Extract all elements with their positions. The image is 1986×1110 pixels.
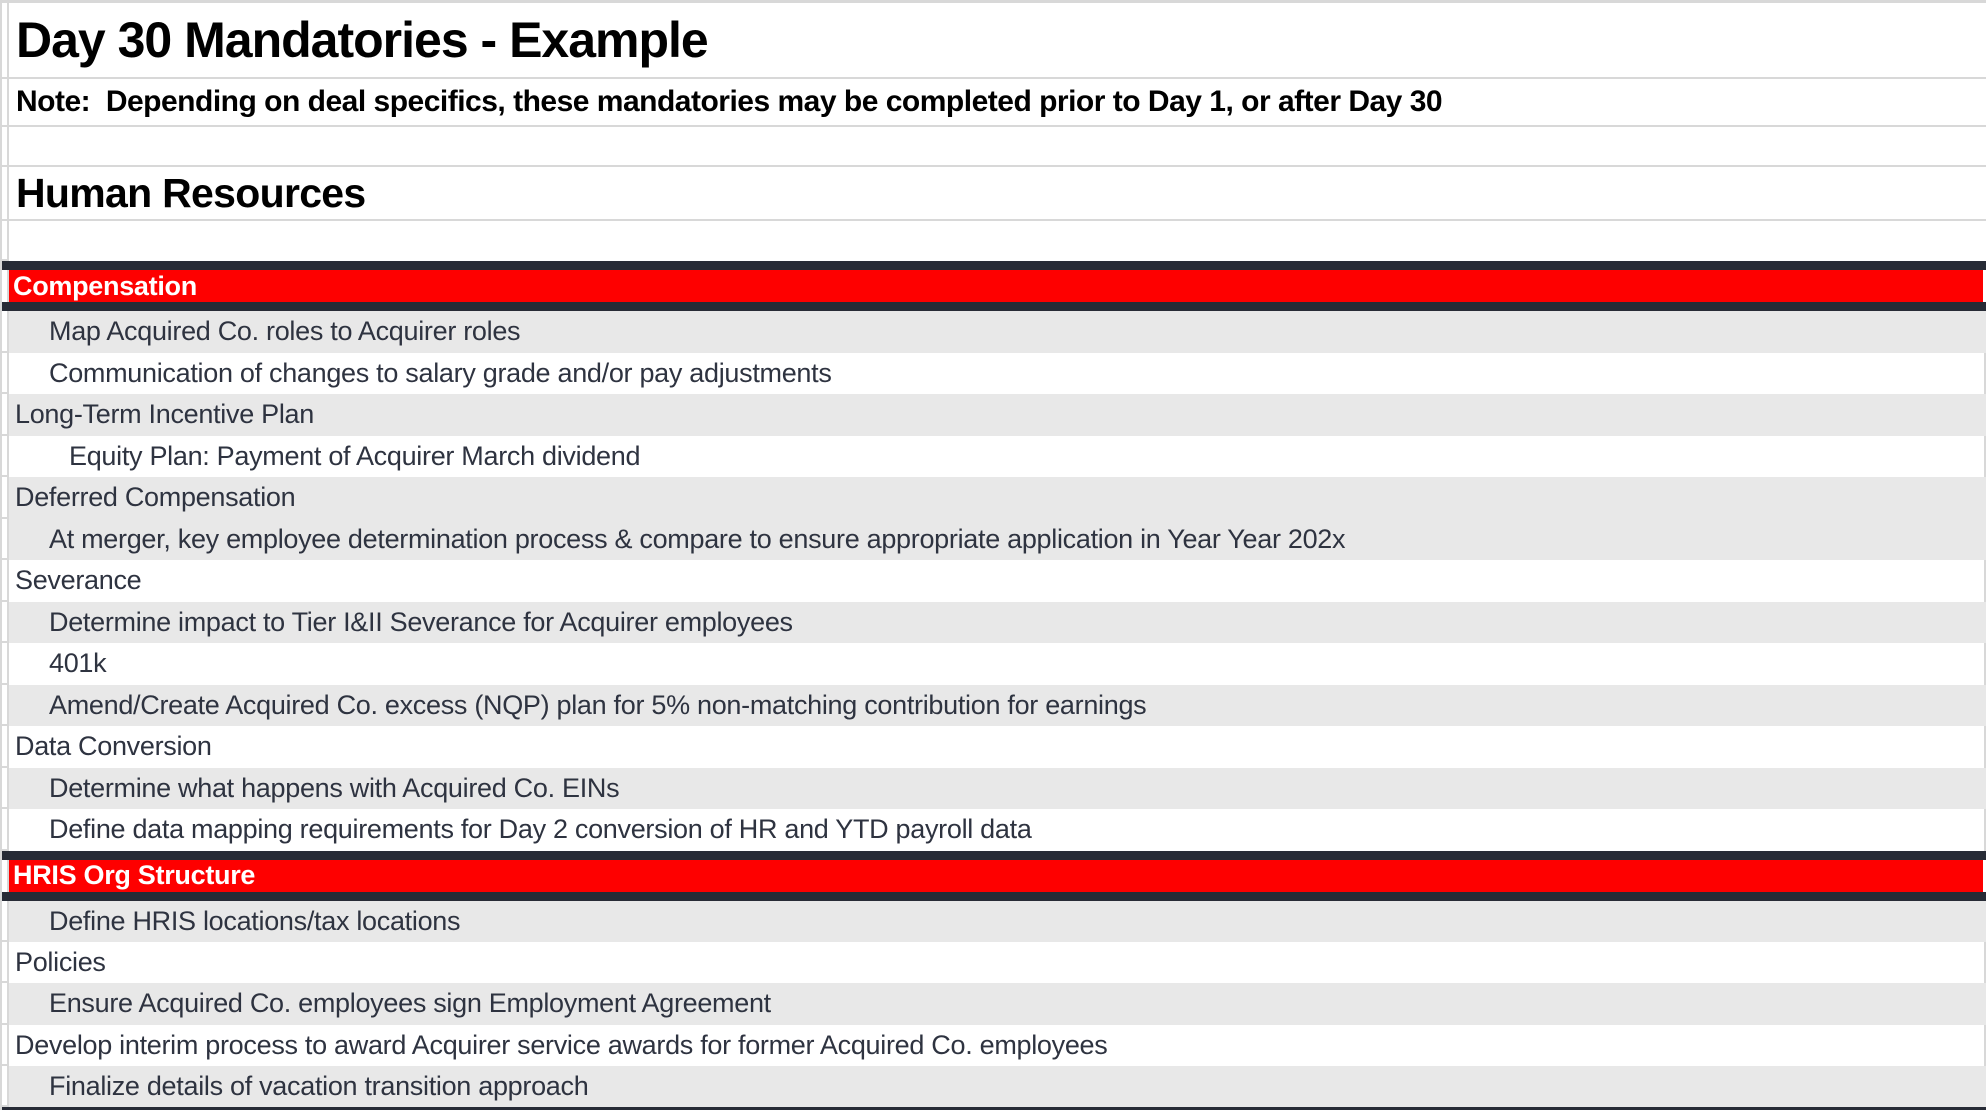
task-cell[interactable]: Define data mapping requirements for Day 2 conversion of HR and YTD payroll data [9, 809, 1986, 851]
column-a-cell [2, 983, 9, 1024]
task-cell[interactable]: 401k [9, 643, 1986, 685]
category-row [2, 394, 1986, 436]
category-cell[interactable]: Develop interim process to award Acquirer service awards for former Acquired Co. employees [9, 1025, 1986, 1066]
title-row [2, 3, 1986, 79]
section-banner-label: Compensation [13, 270, 197, 301]
task-row [2, 1066, 1986, 1107]
category-cell[interactable]: Severance [9, 560, 1986, 602]
task-row [2, 519, 1986, 561]
column-a-cell [2, 477, 9, 519]
section-banner-row [2, 851, 1986, 901]
note-row [2, 79, 1986, 127]
task-row [2, 311, 1986, 353]
task-row [2, 602, 1986, 644]
page-title: Day 30 Mandatories - Example [16, 12, 708, 68]
section-heading: Human Resources [16, 169, 366, 216]
section-heading-row [2, 167, 1986, 221]
task-cell[interactable]: At merger, key employee determination process & compare to ensure appropriate application in Year Year 202x [9, 519, 1986, 561]
task-cell[interactable]: Map Acquired Co. roles to Acquirer roles [9, 311, 1986, 353]
category-row [2, 942, 1986, 983]
column-a-cell [2, 436, 9, 478]
task-row [2, 353, 1986, 395]
column-a-cell [2, 602, 9, 644]
column-a-cell [2, 1066, 9, 1107]
category-row [2, 560, 1986, 602]
column-a-cell [2, 643, 9, 685]
column-a-cell [2, 860, 9, 892]
category-row [2, 1025, 1986, 1066]
category-row [2, 477, 1986, 519]
column-a-cell [2, 221, 9, 261]
task-cell[interactable]: Ensure Acquired Co. employees sign Employment Agreement [9, 983, 1986, 1024]
column-a-cell [2, 311, 9, 353]
task-row [2, 643, 1986, 685]
section-banner-row [2, 261, 1986, 311]
column-a-cell [2, 560, 9, 602]
column-a-cell [2, 768, 9, 810]
empty-cell [9, 221, 1986, 261]
empty-cell [9, 127, 1986, 167]
task-row [2, 809, 1986, 851]
category-cell[interactable]: Deferred Compensation [9, 477, 1986, 519]
task-cell[interactable]: Amend/Create Acquired Co. excess (NQP) plan for 5% non-matching contribution for earnings [9, 685, 1986, 727]
column-a-cell [2, 809, 9, 851]
column-a-cell [2, 685, 9, 727]
task-cell[interactable]: Communication of changes to salary grade and/or pay adjustments [9, 353, 1986, 395]
task-row [2, 436, 1986, 478]
section-banner-cell[interactable] [9, 270, 1983, 302]
column-a-cell [2, 353, 9, 395]
column-a-cell[interactable] [2, 167, 9, 221]
category-cell[interactable]: Policies [9, 942, 1986, 983]
section-heading-cell[interactable] [9, 167, 1986, 221]
empty-row[interactable] [2, 221, 1986, 261]
task-row [2, 685, 1986, 727]
task-row [2, 901, 1986, 942]
column-a-cell [2, 1025, 9, 1066]
column-a-cell [2, 270, 9, 302]
task-cell[interactable]: Determine impact to Tier I&II Severance for Acquirer employees [9, 602, 1986, 644]
column-a-cell [2, 942, 9, 983]
column-a-cell [2, 127, 9, 167]
column-a-cell [2, 394, 9, 436]
category-cell[interactable]: Long-Term Incentive Plan [9, 394, 1986, 436]
column-a-cell[interactable] [2, 3, 9, 79]
column-a-cell [2, 901, 9, 942]
category-row [2, 726, 1986, 768]
page-title-cell[interactable] [9, 3, 1986, 79]
column-a-cell [2, 519, 9, 561]
note-cell[interactable] [9, 79, 1986, 127]
section-banner-cell[interactable] [9, 860, 1983, 892]
column-a-cell [2, 726, 9, 768]
task-cell[interactable]: Finalize details of vacation transition approach [9, 1066, 1986, 1107]
task-row [2, 983, 1986, 1024]
note-text: Note: Depending on deal specifics, these mandatories may be completed prior to Day 1, or after Day 30 [16, 85, 1443, 118]
category-cell[interactable]: Data Conversion [9, 726, 1986, 768]
empty-row[interactable] [2, 127, 1986, 167]
task-cell[interactable]: Determine what happens with Acquired Co. EINs [9, 768, 1986, 810]
section-banner-label: HRIS Org Structure [13, 860, 256, 890]
task-cell[interactable]: Define HRIS locations/tax locations [9, 901, 1986, 942]
task-cell[interactable]: Equity Plan: Payment of Acquirer March dividend [9, 436, 1986, 478]
column-a-cell[interactable] [2, 79, 9, 127]
task-row [2, 768, 1986, 810]
